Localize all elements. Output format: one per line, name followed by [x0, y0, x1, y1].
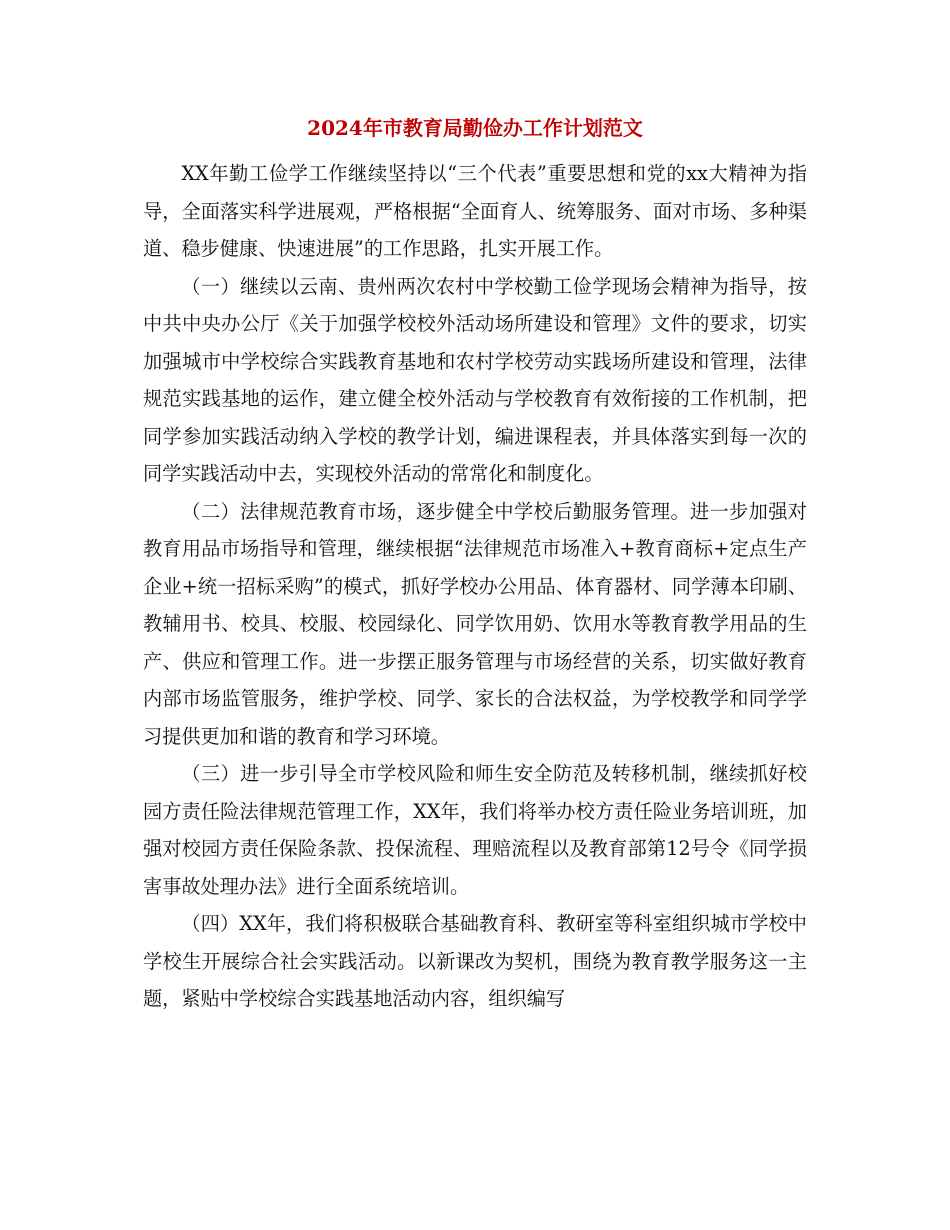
paragraph-intro: XX年勤工俭学工作继续坚持以“三个代表”重要思想和党的xx大精神为指导，全面落实科学进展观，严格根据“全面育人、统筹服务、面对市场、多种渠道、稳步健康、快速进展”的工作思路，扎实开展工作。 — [143, 162, 807, 260]
paragraph-section-3: （三）进一步引导全市学校风险和师生安全防范及转移机制，继续抓好校园方责任险法律规范管理工作，XX年，我们将举办校方责任险业务培训班，加强对校园方责任保险条款、投保流程、理赔流程以及教育部第12号令《同学损害事故处理办法》进行全面系统培训。 — [143, 762, 807, 898]
paragraph-section-4: （四）XX年，我们将积极联合基础教育科、教研室等科室组织城市学校中学校生开展综合社会实践活动。以新课改为契机，围绕为教育教学服务这一主题，紧贴中学校综合实践基地活动内容，组织编写 — [143, 912, 807, 1010]
document-body — [143, 155, 807, 1018]
document-title: 2024年市教育局勤俭办工作计划范文 — [307, 116, 643, 140]
paragraph-section-1: （一）继续以云南、贵州两次农村中学校勤工俭学现场会精神为指导，按中共中央办公厅《关于加强学校校外活动场所建设和管理》文件的要求，切实加强城市中学校综合实践教育基地和农村学校劳动实践场所建设和管理，法律规范实践基地的运作，建立健全校外活动与学校教育有效衔接的工作机制，把同学参加实践活动纳入学校的教学计划，编进课程表，并具体落实到每一次的同学实践活动中去，实现校外活动的常常化和制度化。 — [143, 274, 807, 485]
paragraph-section-2: （二）法律规范教育市场，逐步健全中学校后勤服务管理。进一步加强对教育用品市场指导和管理，继续根据“法律规范市场准入+教育商标+定点生产企业+统一招标采购”的模式，抓好学校办公用品、体育器材、同学薄本印刷、教辅用书、校具、校服、校园绿化、同学饮用奶、饮用水等教育教学用品的生产、供应和管理工作。进一步摆正服务管理与市场经营的关系，切实做好教育内部市场监管服务，维护学校、同学、家长的合法权益，为学校教学和同学学习提供更加和谐的教育和学习环境。 — [143, 499, 807, 748]
